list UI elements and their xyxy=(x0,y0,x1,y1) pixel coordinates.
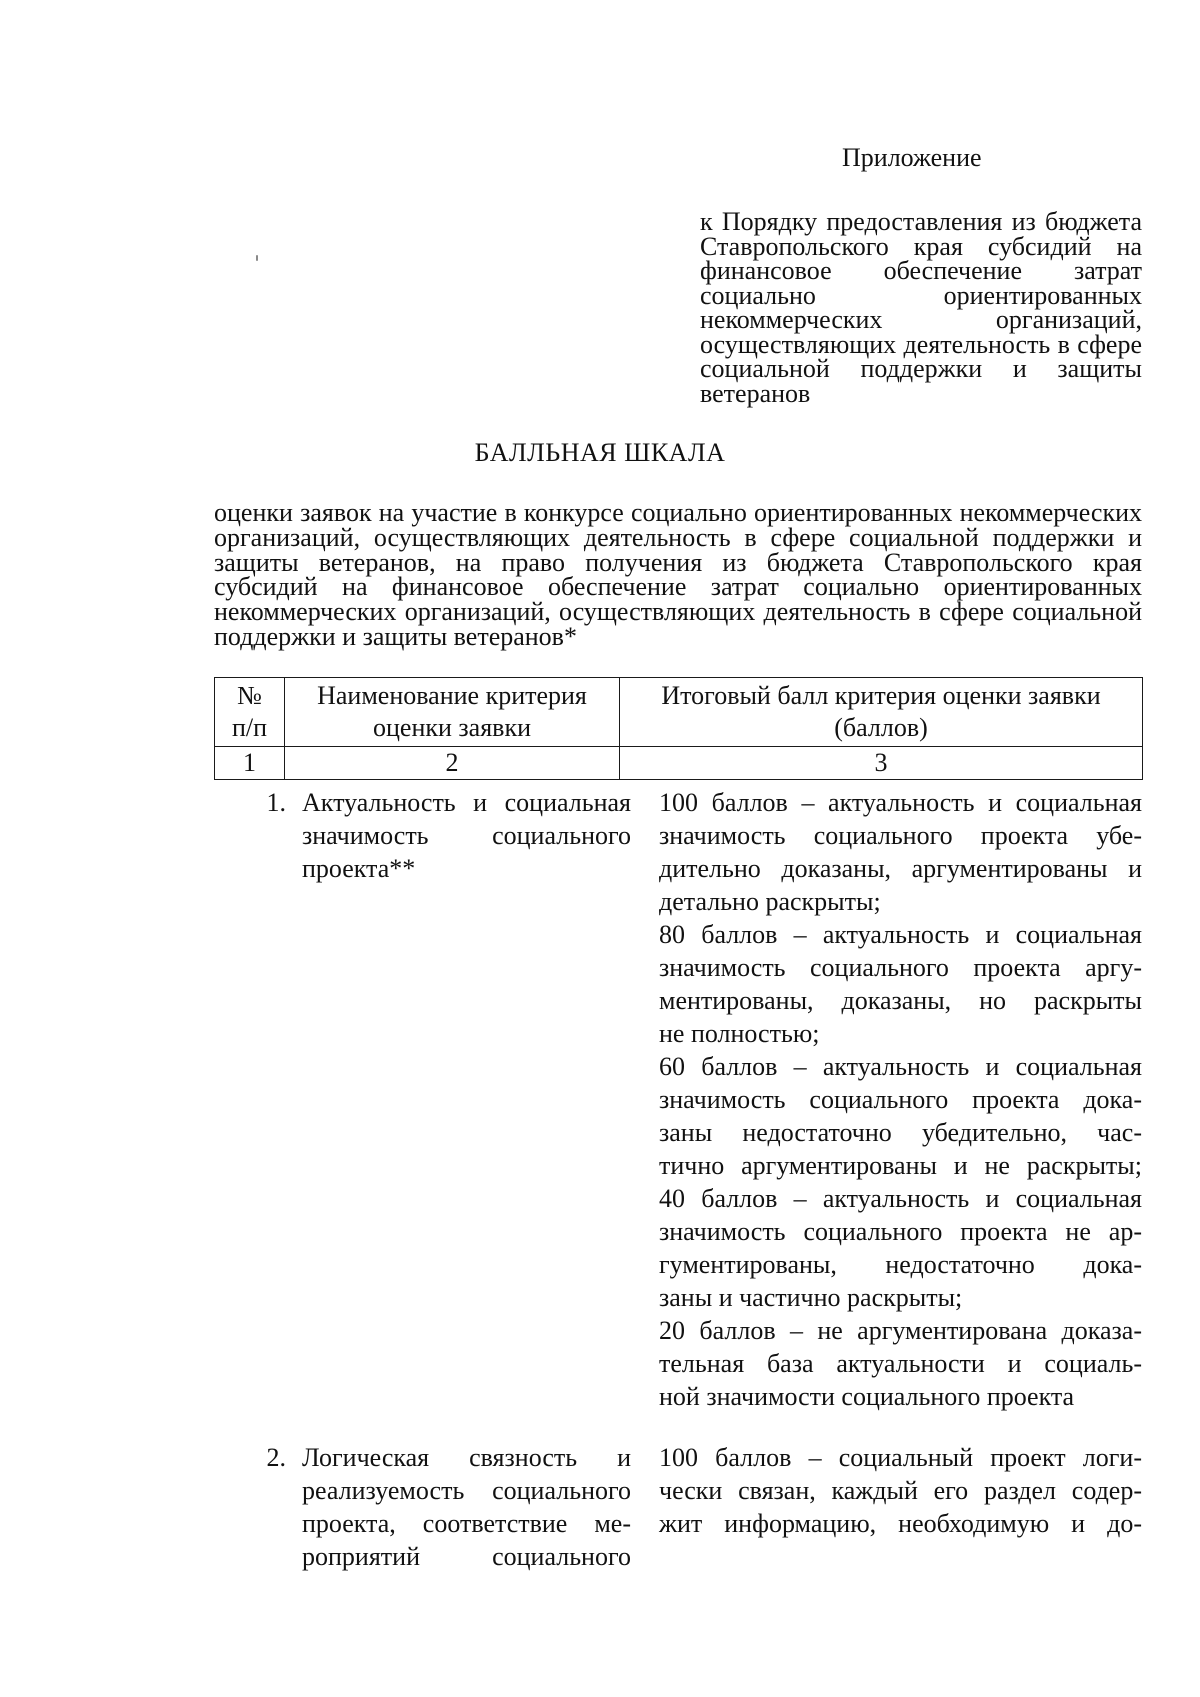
column-number: 1 xyxy=(215,747,285,780)
score-line: ной значимости социального проекта xyxy=(659,1382,1075,1411)
criterion-line: проекта** xyxy=(302,854,416,883)
score-line: дительно доказаны, аргументированы и xyxy=(659,854,1142,883)
score-line: 40 баллов – актуальность и социальная xyxy=(659,1184,1142,1213)
column-number: 2 xyxy=(285,747,620,780)
score-line: значимость социального проекта аргу- xyxy=(659,953,1142,982)
score-line: 100 баллов – социальный проект логи- xyxy=(659,1443,1142,1472)
criterion-score xyxy=(659,786,1142,1413)
column-number-row xyxy=(215,747,1143,780)
criterion-line: проекта, соответствие ме- xyxy=(302,1509,631,1538)
header-criterion-line: оценки заявки xyxy=(372,713,531,742)
row-number: 1. xyxy=(266,788,286,817)
criterion-score xyxy=(659,1441,1142,1540)
appendix-title: Приложение xyxy=(842,143,982,172)
score-line: значимость социального проекта убе- xyxy=(659,821,1142,850)
header-score xyxy=(620,678,1143,747)
header-number xyxy=(215,678,285,747)
criterion-line: роприятий социального xyxy=(302,1542,631,1571)
criterion-line: значимость социального xyxy=(302,821,631,850)
score-line: 20 баллов – не аргументирована доказа- xyxy=(659,1316,1142,1345)
criterion-line: Актуальность и социальная xyxy=(302,788,631,817)
document-subtitle: оценки заявок на участие в конкурсе социально ориентированных некоммерческих организаций, осуществляющих деятельность в сфере социальной поддержки и защиты ветеранов, на право получения из бюджета Ставропольского края субсидий на финансовое обеспечение затрат социально ориентированных некоммерческих организаций, осуществляющих деятельность в сфере социальной поддержки и защиты ветеранов* xyxy=(214,498,1142,651)
score-line: заны и частично раскрыты; xyxy=(659,1283,963,1312)
document-title: БАЛЛЬНАЯ ШКАЛА xyxy=(474,438,726,467)
score-line: заны недостаточно убедительно, час- xyxy=(659,1118,1142,1147)
score-line: детально раскрыты; xyxy=(659,887,881,916)
score-line: значимость социального проекта дока- xyxy=(659,1085,1142,1114)
criterion-line: реализуемость социального xyxy=(302,1476,631,1505)
score-line: гументированы, недостаточно дока- xyxy=(659,1250,1142,1279)
header-criterion xyxy=(285,678,620,747)
header-number-line: № xyxy=(237,681,262,710)
scan-mark xyxy=(256,255,258,261)
appendix-reference: к Порядку предоставления из бюджета Ставропольского края субсидий на финансовое обеспечение затрат социально ориентированных некоммерческих организаций, осуществляющих деятельность в сфере социальной поддержки и защиты ветеранов xyxy=(700,207,1142,408)
row-number: 2. xyxy=(266,1443,286,1472)
score-line: чески связан, каждый его раздел содер- xyxy=(659,1476,1142,1505)
header-number-line: п/п xyxy=(231,713,268,742)
score-line: 100 баллов – актуальность и социальная xyxy=(659,788,1142,817)
score-line: тельная база актуальности и социаль- xyxy=(659,1349,1142,1378)
column-number: 3 xyxy=(620,747,1143,780)
header-score-line: Итоговый балл критерия оценки заявки xyxy=(661,681,1101,710)
score-line: 80 баллов – актуальность и социальная xyxy=(659,920,1142,949)
criterion-name xyxy=(302,1441,631,1573)
score-line: жит информацию, необходимую и до- xyxy=(659,1509,1142,1538)
criterion-name xyxy=(302,786,631,885)
header-criterion-line: Наименование критерия xyxy=(317,681,587,710)
score-line: не полностью; xyxy=(659,1019,820,1048)
score-line: ментированы, доказаны, но раскрыты xyxy=(659,986,1142,1015)
header-row xyxy=(215,678,1143,747)
score-line: значимость социального проекта не ар- xyxy=(659,1217,1142,1246)
score-line: 60 баллов – актуальность и социальная xyxy=(659,1052,1142,1081)
score-line: тично аргументированы и не раскрыты; xyxy=(659,1151,1142,1180)
criteria-table-header xyxy=(214,677,1143,780)
criterion-line: Логическая связность и xyxy=(302,1443,631,1472)
header-score-line: (баллов) xyxy=(834,713,928,742)
